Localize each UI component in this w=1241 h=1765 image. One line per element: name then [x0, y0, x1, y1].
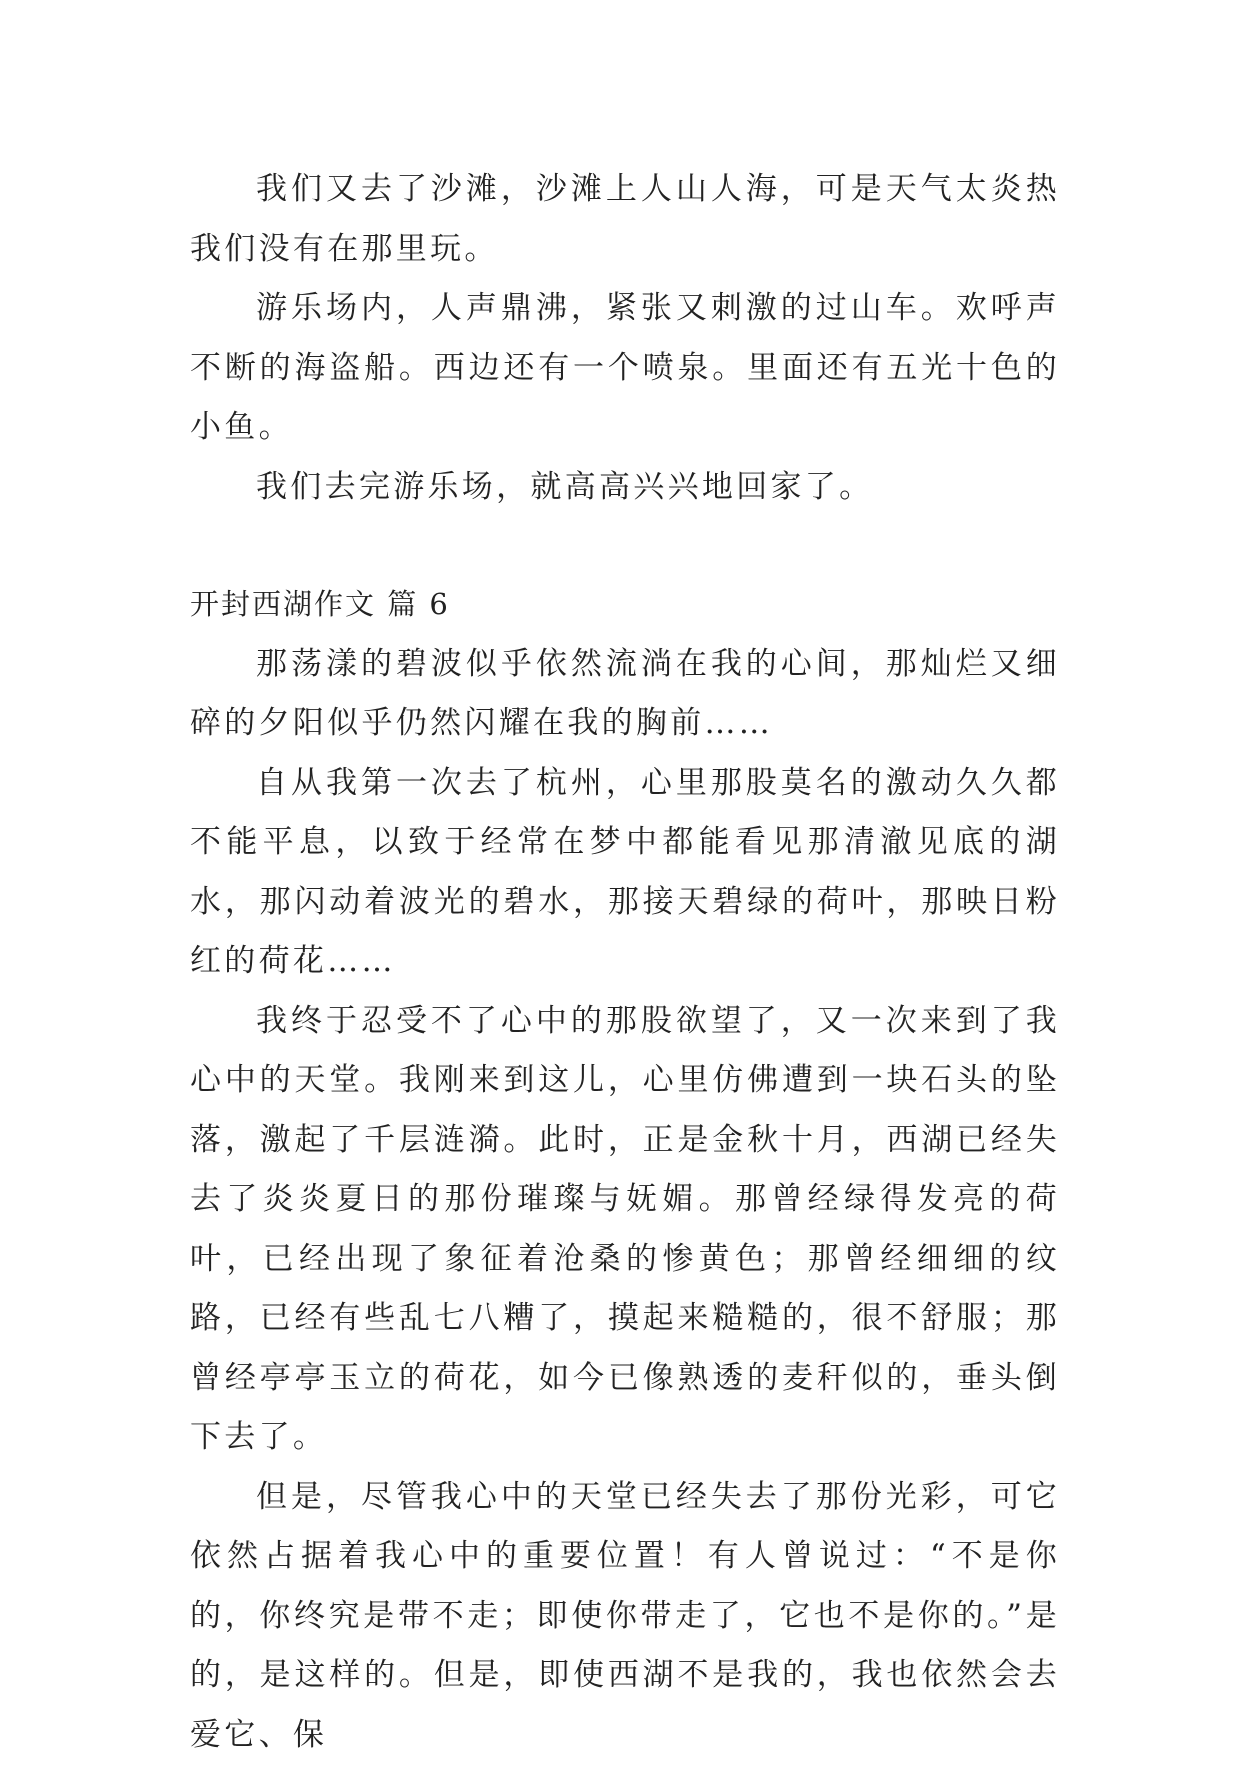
section-gap	[190, 517, 1060, 575]
paragraph-return-visit: 我终于忍受不了心中的那股欲望了，又一次来到了我心中的天堂。我刚来到这儿，心里仿佛遭到一块石头的坠落，激起了千层涟漪。此时，正是金秋十月，西湖已经失去了炎炎夏日的那份璀璨与妩媚。那曾经绿得发亮的荷叶，已经出现了象征着沧桑的惨黄色；那曾经细细的纹路，已经有些乱七八糟了，摸起来糙糙的，很不舒服；那曾经亭亭玉立的荷花，如今已像熟透的麦秆似的，垂头倒下去了。	[190, 992, 1060, 1468]
paragraph-go-home: 我们去完游乐场，就高高兴兴地回家了。	[190, 458, 1060, 518]
document-body	[190, 160, 1060, 1765]
paragraph-amusement-park: 游乐场内，人声鼎沸，紧张又刺激的过山车。欢呼声不断的海盗船。西边还有一个喷泉。里面还有五光十色的小鱼。	[190, 279, 1060, 458]
paragraph-beach: 我们又去了沙滩，沙滩上人山人海，可是天气太炎热我们没有在那里玩。	[190, 160, 1060, 279]
paragraph-intro: 那荡漾的碧波似乎依然流淌在我的心间，那灿烂又细碎的夕阳似乎仍然闪耀在我的胸前……	[190, 635, 1060, 754]
paragraph-first-visit: 自从我第一次去了杭州，心里那股莫名的激动久久都不能平息，以致于经常在梦中都能看见那清澈见底的湖水，那闪动着波光的碧水，那接天碧绿的荷叶，那映日粉红的荷花……	[190, 754, 1060, 992]
section-title: 开封西湖作文 篇 6	[190, 575, 1060, 635]
paragraph-conclusion: 但是，尽管我心中的天堂已经失去了那份光彩，可它依然占据着我心中的重要位置！有人曾说过：“不是你的，你终究是带不走；即使你带走了，它也不是你的。”是的，是这样的。但是，即使西湖不是我的，我也依然会去爱它、保	[190, 1468, 1060, 1765]
